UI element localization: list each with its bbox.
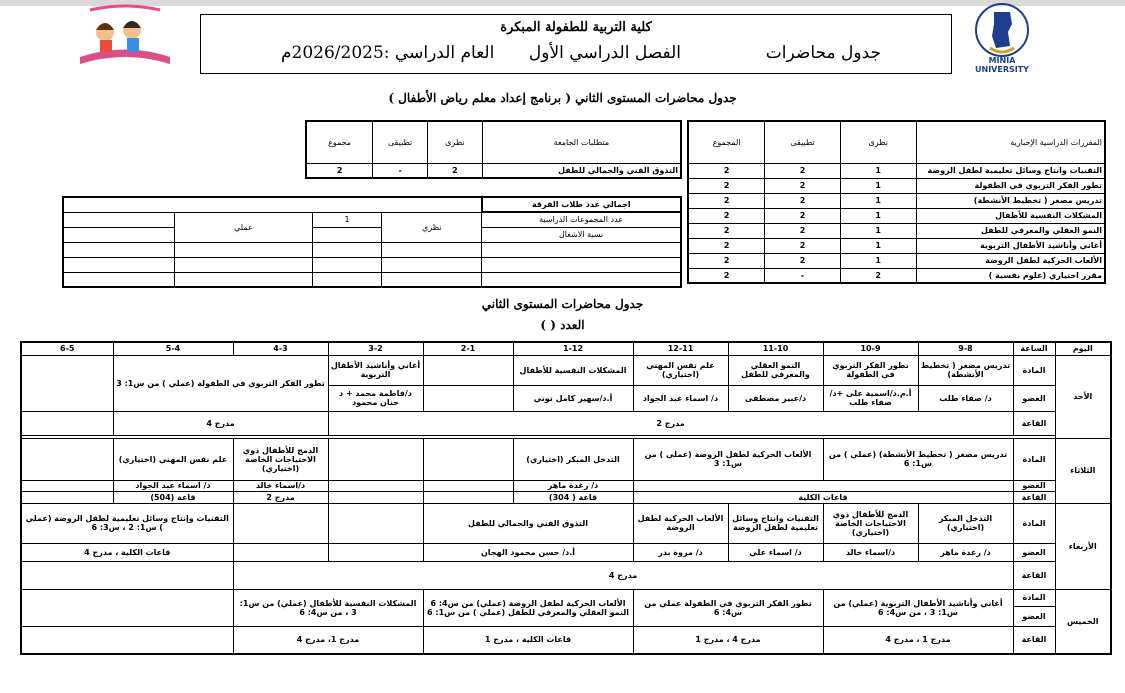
tuesday-member-row: العضو د/ رغدة ماهر د/اسماء خالد د/ اسماء عبد الجواد xyxy=(21,480,1111,491)
wednesday-subject-row: الأربعاء المادة التدخل المبكر (اختياري) الدمج للأطفال ذوي الاحتياجات الخاصة (اختياري) التقنيات وانتاج وسائل تعليمية لطفل الروضة الألعاب الحركية لطفل الروضة التذوق الفني والجمالي للطفل التقنيات وإنتاج وسائل تعليمية لطفل الروضة (عملي ) س1: 2 ، س3: 6 xyxy=(21,503,1111,543)
day-sunday: الأحد xyxy=(1055,355,1111,438)
slot-header: 10-9 xyxy=(823,342,918,355)
count-label: العدد ( ) xyxy=(540,318,585,332)
courses-table xyxy=(687,120,1106,284)
day-tuesday: الثلاثاء xyxy=(1055,438,1111,503)
thursday-slot-56: الألعاب الحركية لطفل الروضة (عملي) من س4: 6 النمو العقلي والمعرفي للطفل (عملي ) من س1: 6 xyxy=(423,589,633,626)
table-row xyxy=(63,272,681,287)
table-row: نسبة الاشغال xyxy=(63,227,681,242)
corner-day: اليوم xyxy=(1055,342,1111,355)
header-total: مجموع xyxy=(306,121,373,163)
header-univ-req: متطلبات الجامعة xyxy=(482,121,681,163)
slot-header: 2-1 xyxy=(423,342,513,355)
college-logo xyxy=(70,2,180,74)
header-practical: تطبيقى xyxy=(765,121,841,163)
thursday-member-row: العضو xyxy=(21,606,1111,626)
table-row xyxy=(63,257,681,272)
day-wednesday: الأربعاء xyxy=(1055,503,1111,589)
slot-header: 1-12 xyxy=(513,342,633,355)
day-thursday: الخميس xyxy=(1055,589,1111,654)
sunday-member-row: العضو د/ صفاء طلب أ.م.د/اسمية على +د/صفاء طلب د/عبير مصطفى د/ اسماء عبد الجواد أ.د/سهير كامل توني د/فاطمة محمد + د حنان محمود xyxy=(21,385,1111,411)
table-row: المشكلات النفسية للأطفال 1 2 2 xyxy=(688,208,1105,223)
slot-header: 3-2 xyxy=(328,342,423,355)
slot-header: 12-11 xyxy=(633,342,728,355)
university-logo xyxy=(962,2,1042,74)
table-row: النمو العقلي والمعرفي للطفل 1 2 2 xyxy=(688,223,1105,238)
nefertiti-icon xyxy=(962,2,1042,64)
table-row xyxy=(63,242,681,257)
header-theory: نظرى xyxy=(428,121,483,163)
sunday-subject-row: الأحد المادة تدريس مصغر ( تخطيط الأنشطة) تطور الفكر التربوي في الطفولة النمو العقلي والمعرفي للطفل علم نفس المهني (اختياري) المشكلات النفسية للأطفال أغاني وأناشيد الأطفال التربوية تطور الفكر التربوي في الطفولة (عملي ) من س1: 3 xyxy=(21,355,1111,385)
slot-header: 4-3 xyxy=(233,342,328,355)
slot-header: 5-4 xyxy=(113,342,233,355)
slot-header: 6-5 xyxy=(21,342,113,355)
tuesday-hall-row: القاعة قاعات الكلية قاعة ( 304) مدرج 2 قاعة (504) xyxy=(21,491,1111,503)
table-row: تطور الفكر التربوي في الطفولة 1 2 2 xyxy=(688,178,1105,193)
semester-label: الفصل الدراسي الأول xyxy=(528,43,681,63)
weekly-schedule-table xyxy=(20,341,1112,655)
thursday-hall-row: القاعة مدرج 1 ، مدرج 4 مدرج 4 ، مدرج 1 قاعات الكلية ، مدرج 1 مدرج 1، مدرج 4 xyxy=(21,626,1111,654)
header-practical: تطبيقى xyxy=(373,121,428,163)
table-row: التذوق الفني والجمالي للطفل 2 - 2 xyxy=(306,163,681,178)
stats-table xyxy=(62,196,682,288)
table-row: عدد المجموعات الدراسية نظري 1 عملي xyxy=(63,212,681,227)
college-name: كلية التربية للطفولة المبكرة xyxy=(500,20,652,35)
table-row: اجمالي عدد طلاب الفرقة xyxy=(63,197,681,212)
header-total: المجموع xyxy=(688,121,765,163)
table-row: أغاني وأناشيد الأطفال التربوية 1 2 2 xyxy=(688,238,1105,253)
corner-time: الساعة xyxy=(1013,342,1055,355)
slot-header: 9-8 xyxy=(918,342,1013,355)
tuesday-subject-row: الثلاثاء المادة تدريس مصغر ( تخطيط الأنشطة) (عملي ) من س1: 6 الألعاب الحركية لطفل الروضة (عملي ) من س1: 3 التدخل المبكر (اختياري) الدمج للأطفال ذوي الاحتياجات الخاصة (اختياري) علم نفس المهني (اختياري) xyxy=(21,438,1111,480)
header-theory: نظرى xyxy=(840,121,916,163)
wednesday-hall-row: القاعة مدرج 4 xyxy=(21,561,1111,589)
sunday-hall-row: القاعة مدرج 2 مدرج 4 xyxy=(21,411,1111,435)
table-row: مقرر اختياري (علوم نفسية ) 2 - 2 xyxy=(688,268,1105,283)
kids-book-icon xyxy=(70,2,180,74)
schedule-title: جدول محاضرات xyxy=(765,43,881,63)
wednesday-member-row: العضو د/ رغدة ماهر د/اسماء خالد د/ اسماء علي د/ مروة بدر أ.د/ حسن محمود الهجان قاعات الكلية ، مدرج 4 xyxy=(21,543,1111,561)
slots-header-row xyxy=(21,342,1111,355)
courses-header-row xyxy=(688,121,1105,163)
main-title: جدول محاضرات المستوى الثاني ( برنامج إعداد معلم رياض الأطفال ) xyxy=(388,91,737,105)
header-box xyxy=(200,14,952,74)
university-name: MINIA UNIVERSITY xyxy=(975,56,1029,74)
slot-header: 11-10 xyxy=(728,342,823,355)
table-row: الألعاب الحركية لطفل الروضة 1 2 2 xyxy=(688,253,1105,268)
univ-header-row xyxy=(306,121,681,163)
section-title: جدول محاضرات المستوى الثاني xyxy=(481,297,644,311)
table-row: تدريس مصغر ( تخطيط الأنشطة) 1 2 2 xyxy=(688,193,1105,208)
academic-year: العام الدراسي :2026/2025م xyxy=(281,43,495,63)
university-requirements-table xyxy=(305,120,682,179)
thursday-subject-row: الخميس المادة أغاني وأناشيد الأطفال التربوية (عملي) من س1: 3 ، من س4: 6 تطور الفكر التربوي في الطفولة عملي من س4: 6 الألعاب الحركية لطفل الروضة (عملي) من س4: 6 النمو العقلي والمعرفي للطفل (عملي ) من س1: 6 المشكلات النفسية للأطفال (عملي) من س1: 3 ، من س4: 6 xyxy=(21,589,1111,606)
table-row: التقنيات وانتاج وسائل تعليمية لطفل الروضة 1 2 2 xyxy=(688,163,1105,178)
header-courses: المقررات الدراسية الإجبارية xyxy=(916,121,1105,163)
